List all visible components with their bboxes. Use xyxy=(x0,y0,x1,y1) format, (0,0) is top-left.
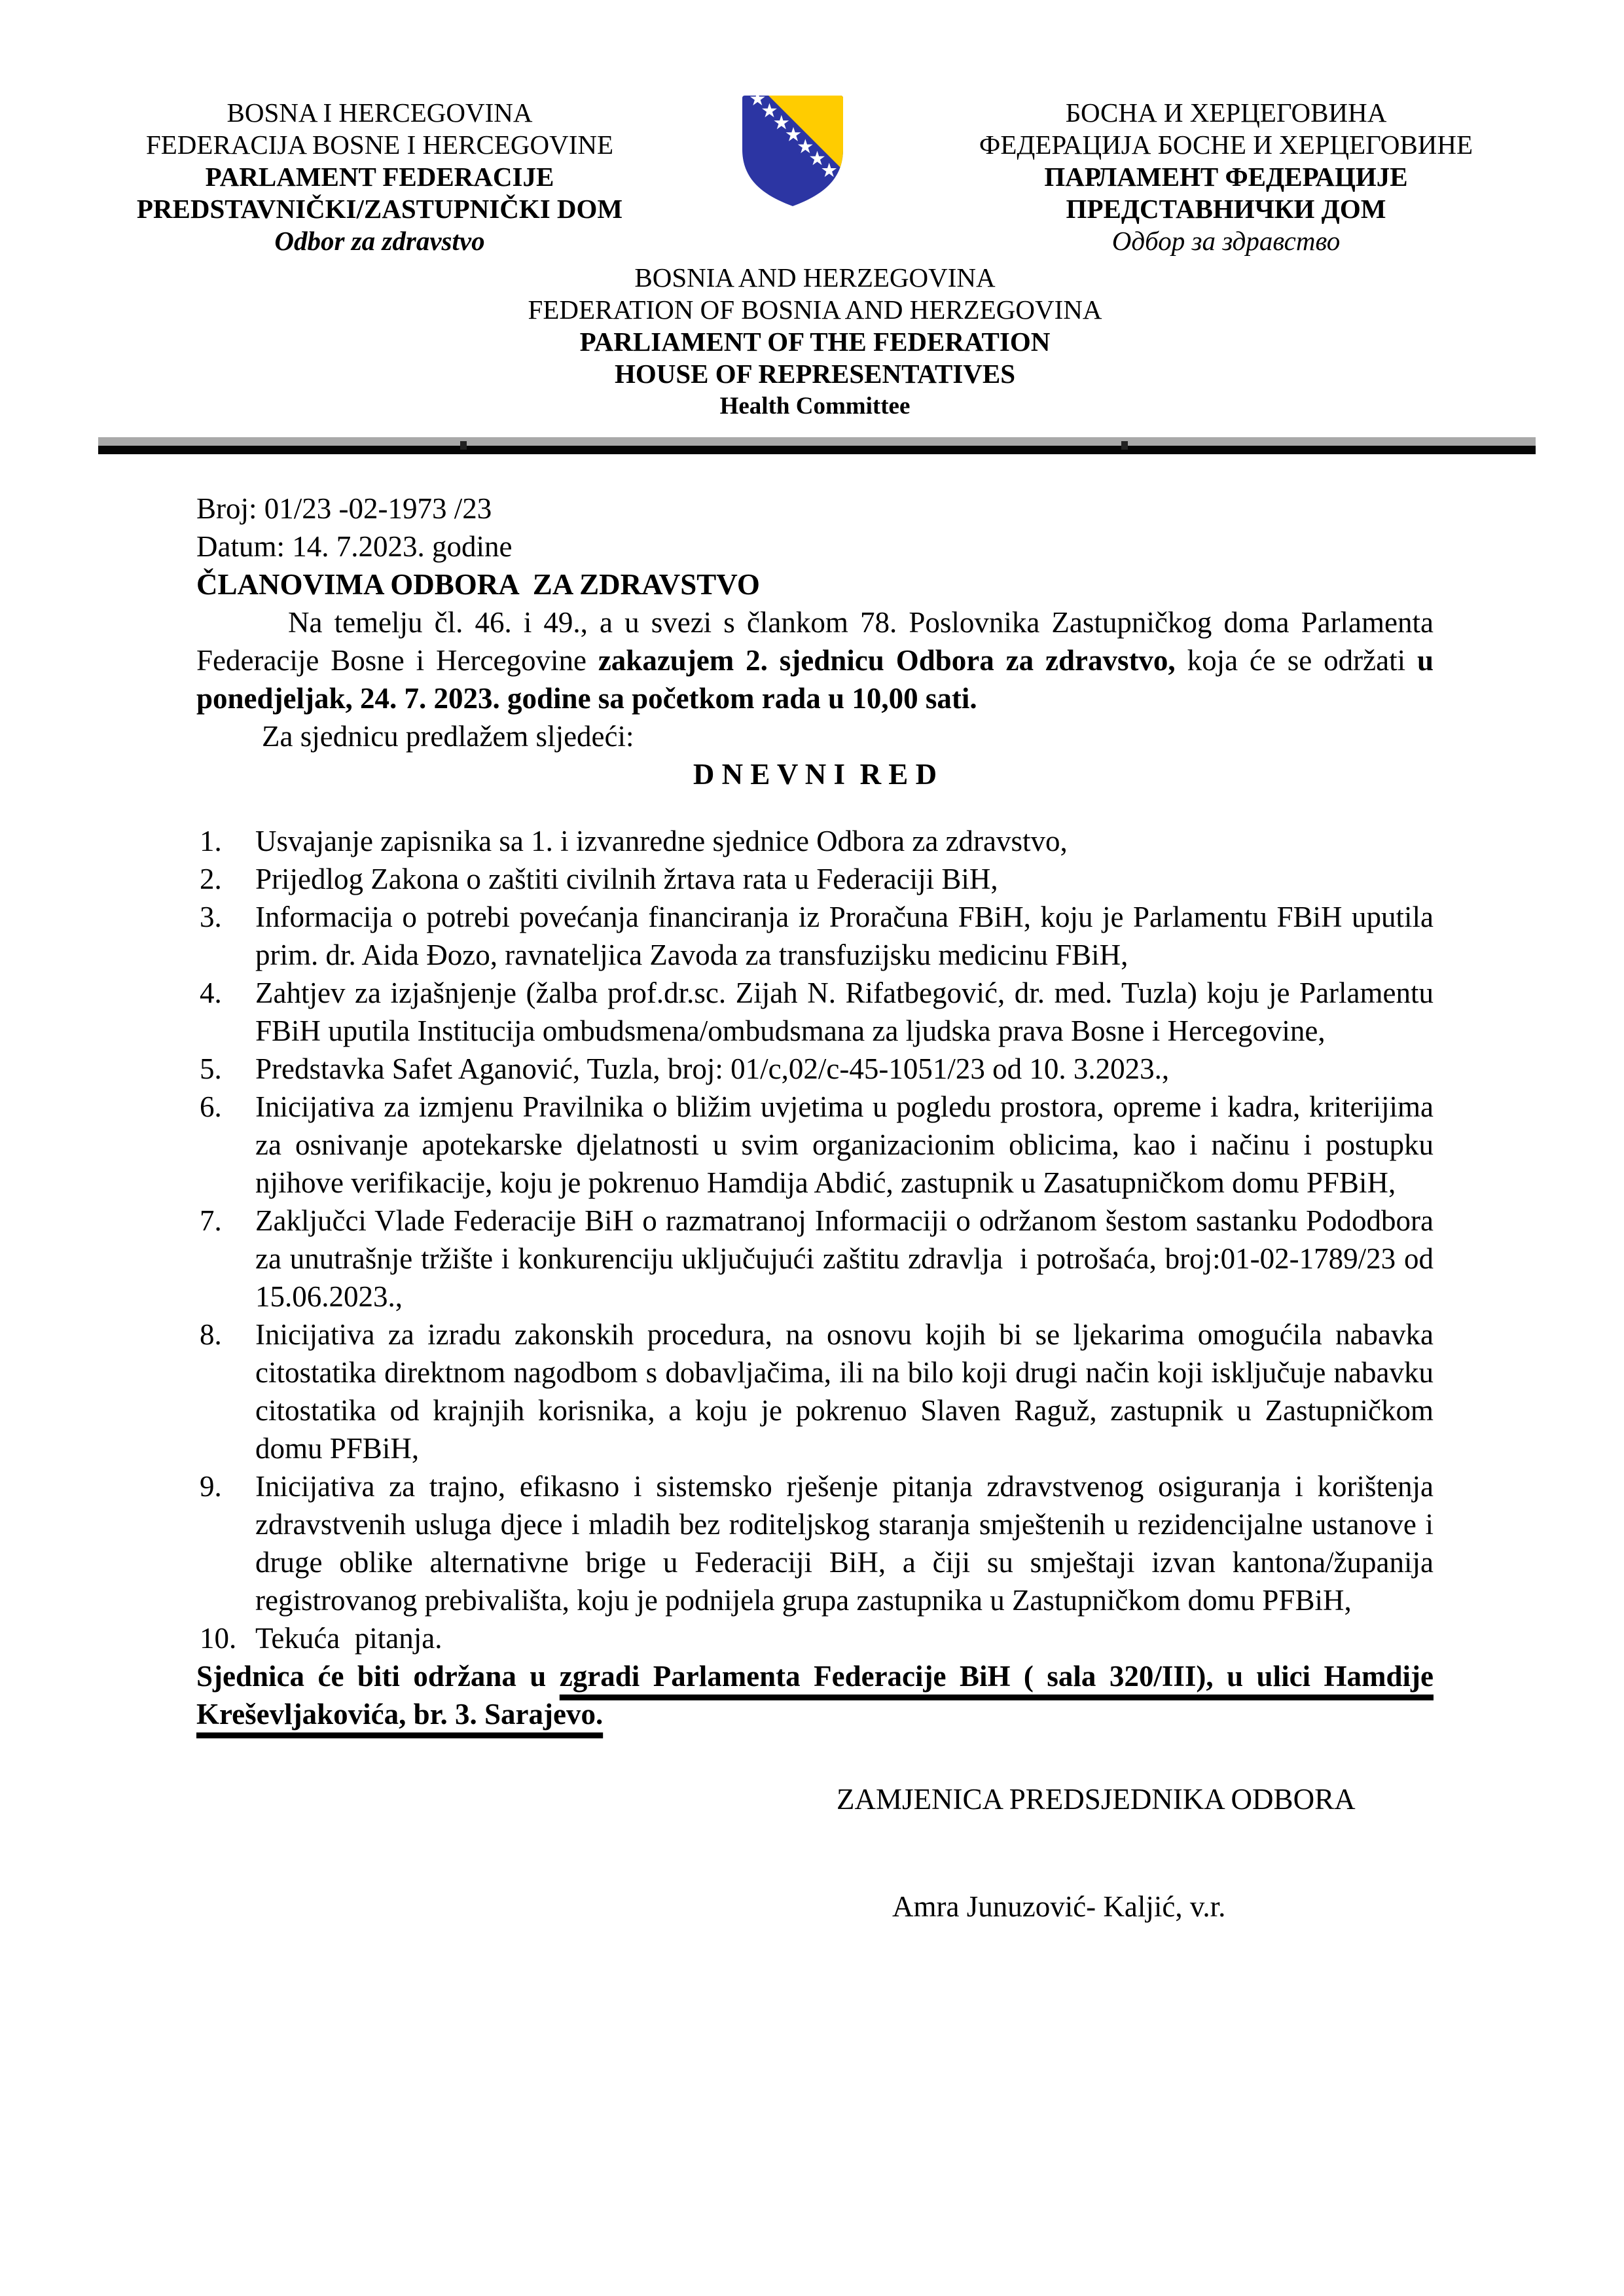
bih-coat-of-arms-icon xyxy=(734,92,851,211)
header-line: BOSNIA AND HERZEGOVINA xyxy=(634,262,996,293)
agenda-item-text: Predstavka Safet Aganović, Tuzla, broj: 01/c,02/c-45-1051/23 od 10. 3.2023., xyxy=(255,1052,1170,1085)
agenda-item xyxy=(196,860,1434,898)
header-line: HOUSE OF REPRESENTATIVES xyxy=(614,359,1016,389)
document-date-line: Datum: 14. 7.2023. godine xyxy=(196,530,513,563)
header-line: PARLIAMENT OF THE FEDERATION xyxy=(579,327,1051,357)
divider-tick xyxy=(1121,441,1128,450)
intro-segment: koja će se održati xyxy=(1175,644,1417,677)
divider-tick xyxy=(460,441,467,450)
agenda-item-number: 4. xyxy=(200,977,222,1009)
agenda-item-text: Zahtjev za izjašnjenje (žalba prof.dr.sc. Zijah N. Rifatbegović, dr. med. Tuzla) koju je Parlamentu FBiH uputila Institucija ombudsmena/ombudsmana za ljudska prava Bosne i Hercegovine, xyxy=(255,977,1441,1047)
intro-segment: u ponedjeljak, 24. 7. 2023. godine sa početkom rada u 10,00 sati. xyxy=(196,644,1434,715)
intro-paragraph xyxy=(196,603,1434,717)
header-line: Health Committee xyxy=(719,393,911,420)
agenda-item-number: 3. xyxy=(200,901,222,933)
closing-segment: zgradi Parlamenta Federacije BiH ( sala 320/III), u ulici Hamdije Kreševljakovića, br. 3. Sarajevo. xyxy=(196,1660,1434,1731)
agenda-item xyxy=(196,1467,1441,1619)
agenda-item-number: 10. xyxy=(200,1622,237,1655)
header-cyrillic xyxy=(967,97,1485,257)
divider-gray-band xyxy=(98,437,1536,446)
agenda-item-number: 5. xyxy=(200,1052,222,1085)
header-bosnian-latin xyxy=(121,97,638,257)
agenda-item xyxy=(196,1316,1441,1467)
intro-segment: zakazujem 2. sjednicu Odbora za zdravstvo, xyxy=(598,644,1176,677)
agenda-item-text: Informacija o potrebi povećanja financiranja iz Proračuna FBiH, koju je Parlamentu FBiH uputila prim. dr. Aida Đozo, ravnateljica Zavoda za transfuzijsku medicinu FBiH, xyxy=(255,901,1441,971)
header-line: PREDSTAVNIČKI/ZASTUPNIČKI DOM xyxy=(136,194,623,224)
header-line: FEDERACIJA BOSNE I HERCEGOVINE xyxy=(145,130,614,160)
header-line: PARLAMENT FEDERACIJE xyxy=(205,162,554,192)
document-number-line: Broj: 01/23 -02-1973 /23 xyxy=(196,492,492,525)
lead-in-line: Za sjednicu predlažem sljedeći: xyxy=(262,720,634,753)
header-line: ПАРЛАМЕНТ ФЕДЕРАЦИЈЕ xyxy=(1044,162,1408,192)
agenda-item xyxy=(196,1088,1441,1202)
header-line: Одбор за здравство xyxy=(1111,226,1341,256)
agenda-list xyxy=(196,822,1441,1657)
agenda-item-number: 1. xyxy=(200,825,222,857)
agenda-item-text: Tekuća pitanja. xyxy=(255,1622,442,1655)
agenda-item-text: Usvajanje zapisnika sa 1. i izvanredne sjednice Odbora za zdravstvo, xyxy=(255,825,1068,857)
header-line: BOSNA I HERCEGOVINA xyxy=(226,98,533,128)
signature-title: ZAMJENICA PREDSJEDNIKA ODBORA xyxy=(837,1783,1356,1816)
agenda-item-number: 8. xyxy=(200,1318,222,1351)
agenda-title: D N E V N I R E D xyxy=(693,758,937,791)
divider-black-band xyxy=(98,446,1536,454)
document-body xyxy=(196,490,1441,1926)
agenda-item xyxy=(196,974,1441,1050)
header-line: FEDERATION OF BOSNIA AND HERZEGOVINA xyxy=(528,295,1102,325)
agenda-item xyxy=(196,822,1434,860)
header-english xyxy=(196,262,1434,422)
header-line: БОСНА И ХЕРЦЕГОВИНА xyxy=(1065,98,1387,128)
header-divider xyxy=(98,437,1536,454)
intro-segment: Na temelju čl. 46. i 49., a u svezi s člankom 78. Poslovnika Zastupničkog doma Parlamenta Federacije Bosne i Hercegovine xyxy=(196,606,1434,677)
agenda-item-text: Zaključci Vlade Federacije BiH o razmatranoj Informaciji o održanom šestom sastanku Pododbora za unutrašnje tržište i konkurenciju uključujući zaštitu zdravlja i potrošaća, broj:01-02-1789/23 od 15.06.2023., xyxy=(255,1204,1441,1313)
addressee-heading: ČLANOVIMA ODBORA ZA ZDRAVSTVO xyxy=(196,568,760,601)
agenda-item xyxy=(196,1202,1441,1316)
agenda-item xyxy=(196,1050,1434,1088)
header-line: ФЕДЕРАЦИЈА БОСНЕ И ХЕРЦЕГОВИНЕ xyxy=(979,130,1473,160)
closing-paragraph xyxy=(196,1657,1434,1733)
header-line: ПРЕДСТАВНИЧКИ ДОМ xyxy=(1066,194,1386,224)
agenda-item-number: 9. xyxy=(200,1470,222,1503)
agenda-item-number: 2. xyxy=(200,863,222,895)
agenda-item xyxy=(196,1619,1434,1657)
signature-name: Amra Junuzović- Kaljić, v.r. xyxy=(892,1890,1226,1923)
agenda-item-text: Prijedlog Zakona o zaštiti civilnih žrtava rata u Federaciji BiH, xyxy=(255,863,998,895)
agenda-item xyxy=(196,898,1441,974)
agenda-item-text: Inicijativa za trajno, efikasno i sistemsko rješenje pitanja zdravstvenog osiguranja i korištenja zdravstvenih usluga djece i mladih bez roditeljskog staranja smještenih u rezidencijalne ustanove i druge oblike alternativne brige u Federaciji BiH, a čiji su smještaji izvan kantona/županija registrovanog prebivališta, koju je podnijela grupa zastupnika u Zastupničkom domu PFBiH, xyxy=(255,1470,1441,1617)
agenda-item-number: 7. xyxy=(200,1204,222,1237)
agenda-item-text: Inicijativa za izmjenu Pravilnika o bližim uvjetima u pogledu prostora, opreme i kadra, kriterijima za osnivanje apotekarske djelatnosti u svim organizacionim oblicima, kao i načinu i postupku njihove verifikacije, koju je pokrenuo Hamdija Abdić, zastupnik u Zasatupničkom domu PFBiH, xyxy=(255,1090,1441,1199)
closing-segment: Sjednica će biti održana u xyxy=(196,1660,560,1693)
agenda-item-text: Inicijativa za izradu zakonskih procedura, na osnovu kojih bi se ljekarima omogućila nabavka citostatika direktnom nagodbom s dobavljačima, ili na bilo koji drugi način koji isključuje nabavku citostatika od krajnjih korisnika, a koju je pokrenuo Slaven Raguž, zastupnik u Zastupničkom domu PFBiH, xyxy=(255,1318,1441,1465)
header-line: Odbor za zdravstvo xyxy=(274,226,485,256)
agenda-item-number: 6. xyxy=(200,1090,222,1123)
